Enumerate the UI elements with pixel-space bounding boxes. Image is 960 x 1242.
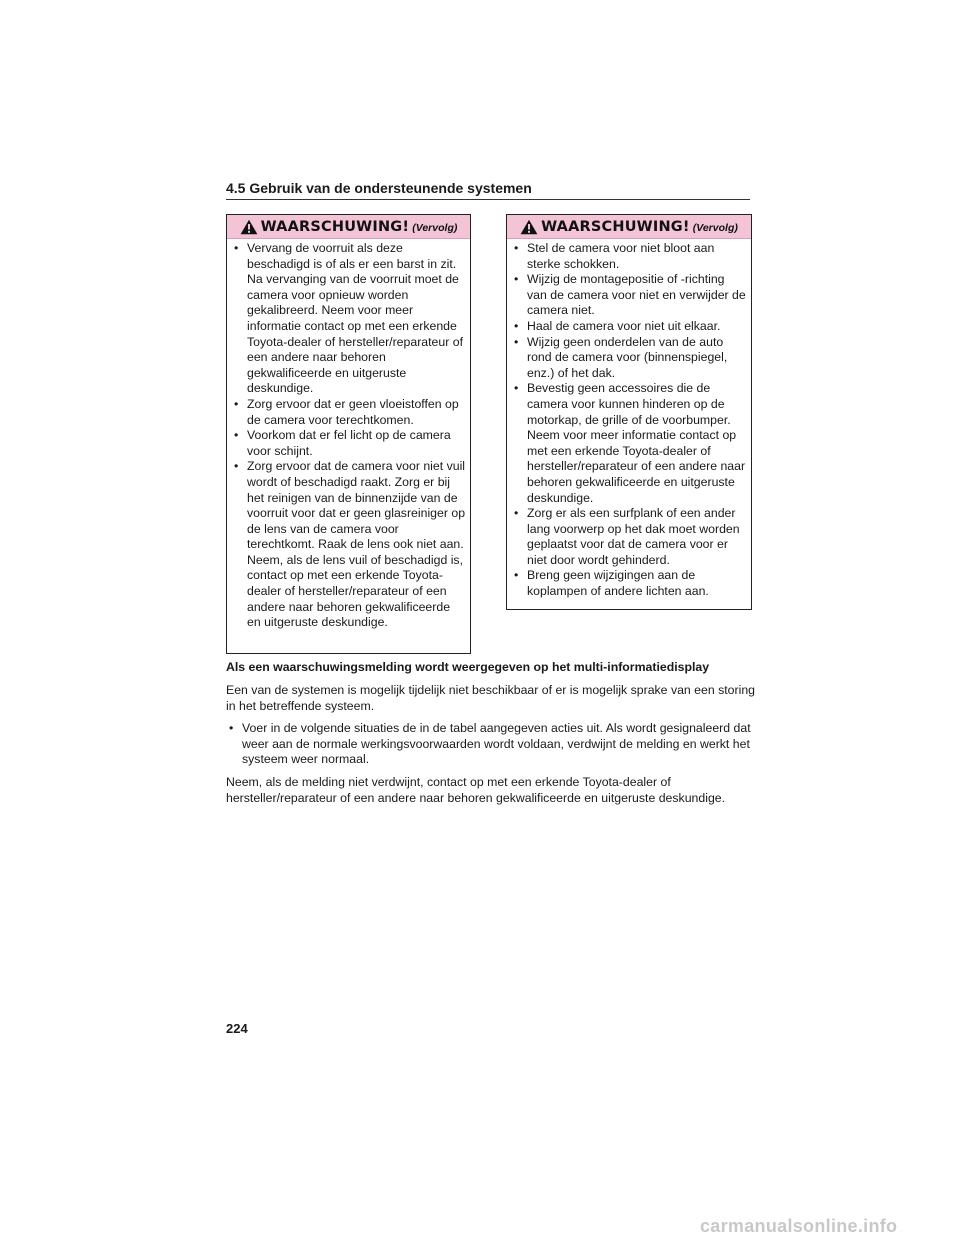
- warning-continued: (Vervolg): [412, 222, 458, 234]
- warning-title: WAARSCHUWING!: [260, 218, 410, 235]
- sub-heading: Als een waarschuwingsmelding wordt weergegeven op het multi-informatiedisplay: [226, 660, 710, 674]
- list-item: • Zorg er als een surfplank of een ander lang voorwerp op het dak moet worden geplaatst voor dat de camera voor er niet door wordt gehinderd.: [511, 506, 747, 568]
- list-item: • Wijzig geen onderdelen van de auto rond de camera voor (binnenspiegel, enz.) of het dak.: [511, 335, 747, 382]
- list-item: • Vervang de voorruit als deze beschadigd is of als er een barst in zit. Na vervanging van de voorruit moet de camera voor opnieuw worden gekalibreerd. Neem voor meer informatie contact op met een erkende Toyota-dealer of hersteller/reparateur of een andere naar behoren gekwalificeerde en uitgeruste deskundige.: [231, 241, 466, 397]
- warning-box-right: [506, 214, 752, 610]
- page-number: 224: [226, 1021, 248, 1036]
- warning-triangle-icon: [240, 219, 258, 235]
- warning-triangle-icon: [520, 219, 538, 235]
- warning-box-left: [226, 214, 471, 654]
- list-item: • Zorg ervoor dat er geen vloeistoffen op de camera voor terechtkomen.: [231, 397, 466, 428]
- list-item: • Stel de camera voor niet bloot aan sterke schokken.: [511, 241, 747, 272]
- bullet-paragraph: • Voer in de volgende situaties de in de tabel aangegeven acties uit. Als wordt gesignaleerd dat weer aan de normale werkingsvoorwaarden wordt voldaan, verdwijnt de melding en werkt het systeem weer normaal.: [226, 721, 756, 768]
- warning-list: [231, 241, 466, 631]
- list-item: • Haal de camera voor niet uit elkaar.: [511, 319, 747, 335]
- warning-header: [227, 215, 470, 239]
- list-item: • Voorkom dat er fel licht op de camera voor schijnt.: [231, 428, 466, 459]
- list-item: • Bevestig geen accessoires die de camera voor kunnen hinderen op de motorkap, de grille of de voorbumper. Neem voor meer informatie contact op met een erkende Toyota-dealer of hersteller/reparateur of een andere naar behoren gekwalificeerde en uitgeruste deskundige.: [511, 381, 747, 506]
- watermark: carmanualsonline.info: [700, 1216, 898, 1236]
- section-header: 4.5 Gebruik van de ondersteunende systemen: [226, 180, 750, 200]
- paragraph: Een van de systemen is mogelijk tijdelijk niet beschikbaar of er is mogelijk sprake van een storing in het betreffende systeem.: [226, 683, 756, 713]
- warning-title: WAARSCHUWING!: [541, 218, 690, 235]
- paragraph: Neem, als de melding niet verdwijnt, contact op met een erkende Toyota-dealer of hersteller/reparateur of een andere naar behoren gekwalificeerde en uitgeruste deskundige.: [226, 775, 726, 805]
- list-item: • Zorg ervoor dat de camera voor niet vuil wordt of beschadigd raakt. Zorg er bij het reinigen van de binnenzijde van de voorruit voor dat er geen glasreiniger op de lens van de camera voor terechtkomt. Raak de lens ook niet aan. Neem, als de lens vuil of beschadigd is, contact op met een erkende Toyota-dealer of hersteller/reparateur of een andere naar behoren gekwalificeerde en uitgeruste deskundige.: [231, 459, 466, 631]
- warning-header: [507, 215, 751, 239]
- warning-list: [511, 241, 747, 600]
- list-item: • Wijzig de montagepositie of -richting van de camera voor niet en verwijder de camera niet.: [511, 272, 747, 319]
- list-item: • Breng geen wijzigingen aan de koplampen of andere lichten aan.: [511, 568, 747, 599]
- warning-continued: (Vervolg): [692, 222, 738, 234]
